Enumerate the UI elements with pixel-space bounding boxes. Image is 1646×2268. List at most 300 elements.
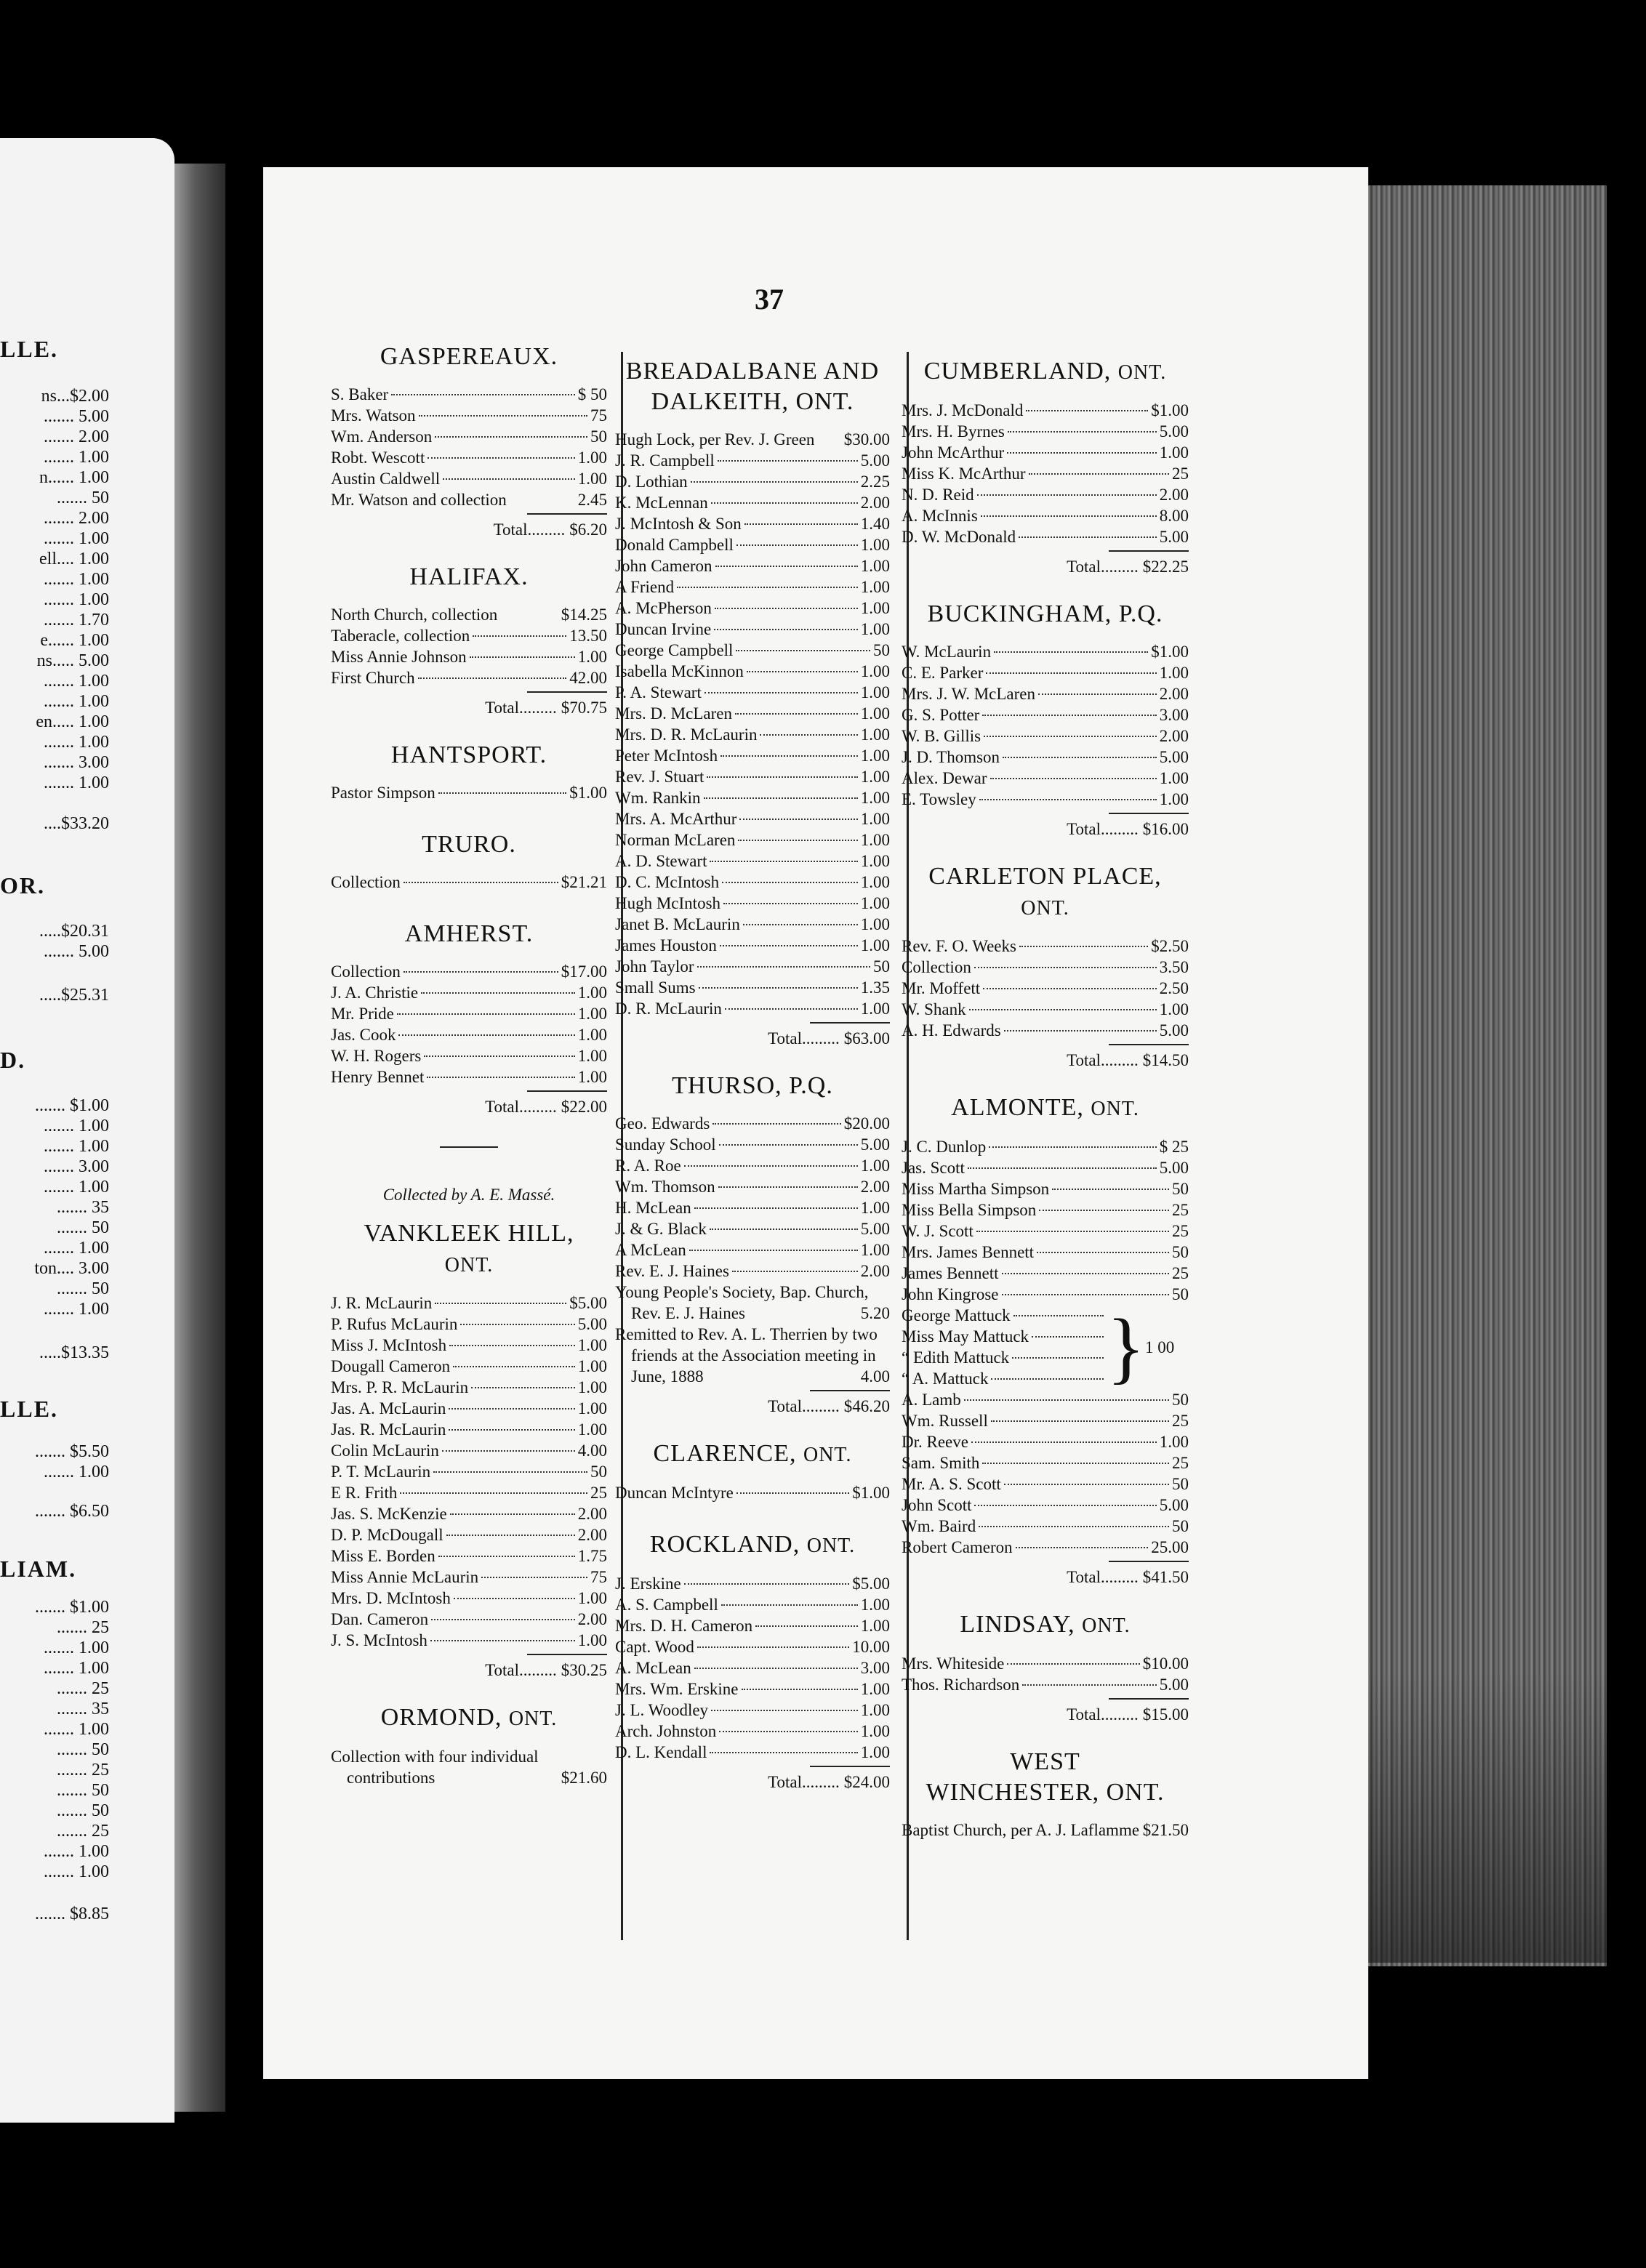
donor-name: Miss E. Borden xyxy=(331,1547,435,1565)
leader-dots xyxy=(979,1526,1169,1527)
donation-amount: 1.00 xyxy=(860,768,890,786)
leader-dots xyxy=(711,1710,858,1711)
list-item xyxy=(331,646,607,667)
donation-amount: 1.00 xyxy=(577,470,607,488)
donation-amount: 42.00 xyxy=(569,669,607,687)
section xyxy=(902,356,1189,577)
fragment-line: ....... 50 xyxy=(57,488,109,507)
fragment-line: ....... 25 xyxy=(57,1618,109,1637)
heading-text: HALIFAX. xyxy=(409,563,529,590)
list-item xyxy=(902,1389,1189,1410)
donor-name: N. D. Reid xyxy=(902,486,974,504)
section xyxy=(615,1529,890,1793)
donation-amount: 25 xyxy=(1172,1412,1189,1430)
leader-dots xyxy=(710,1228,858,1230)
donor-name: Thos. Richardson xyxy=(902,1676,1020,1694)
donor-name: Mrs. J. W. McLaren xyxy=(902,685,1035,703)
list-item xyxy=(331,1746,607,1788)
list-item xyxy=(331,1630,607,1651)
donation-amount: 1.00 xyxy=(577,984,607,1002)
leader-dots xyxy=(974,1505,1156,1506)
total-label: Total......... xyxy=(768,1397,840,1415)
leader-dots xyxy=(969,1009,1157,1010)
list-item xyxy=(331,1377,607,1398)
section-heading xyxy=(331,740,607,771)
donation-amount: 25 xyxy=(590,1484,607,1502)
fragment-line: ....... 25 xyxy=(57,1679,109,1698)
donation-amount: 1.00 xyxy=(860,831,890,849)
donor-name: Geo. Edwards xyxy=(615,1114,710,1133)
donor-name: Young People's Society, Bap. Church, Rev. E. J. Haines xyxy=(615,1283,869,1322)
donor-name: Mr. A. S. Scott xyxy=(902,1475,1001,1493)
section-heading xyxy=(902,599,1189,630)
donor-name: Mrs. D. R. McLaurin xyxy=(615,725,758,744)
donor-name: J. S. McIntosh xyxy=(331,1631,427,1649)
leader-dots xyxy=(1032,1336,1104,1338)
donor-name: D. C. McIntosh xyxy=(615,873,720,891)
donor-name: “ Edith Mattuck xyxy=(902,1348,1010,1367)
fragment-line: ell.... 1.00 xyxy=(39,550,109,568)
section-heading xyxy=(331,342,607,372)
donation-amount: 1.00 xyxy=(577,1026,607,1044)
donor-name: Mrs. P. R. McLaurin xyxy=(331,1378,469,1396)
grouped-entry xyxy=(902,1305,1189,1389)
donor-name: Collection with four individual contributions xyxy=(331,1748,539,1787)
heading-text: LINDSAY, xyxy=(960,1611,1075,1638)
total-amount: $6.20 xyxy=(569,520,607,539)
donor-name: George Mattuck xyxy=(902,1306,1011,1324)
list-item xyxy=(902,1263,1189,1284)
fragment-line: ....... 50 xyxy=(57,1218,109,1237)
donor-name: Collection xyxy=(331,962,401,981)
donation-amount: 1.00 xyxy=(860,1157,890,1175)
donation-amount: $ 50 xyxy=(577,385,607,403)
list-item xyxy=(615,872,890,893)
fragment-line: ....... 2.00 xyxy=(44,427,109,446)
donation-amount: $20.00 xyxy=(843,1114,890,1133)
donation-amount: 75 xyxy=(590,1568,607,1586)
donor-name: Wm. Thomson xyxy=(615,1178,715,1196)
fragment-line: en..... 1.00 xyxy=(36,712,109,731)
section xyxy=(902,1093,1189,1588)
fragment-line: ....... 1.00 xyxy=(44,1842,109,1861)
total-rule xyxy=(810,1022,890,1024)
leader-dots xyxy=(397,1013,575,1015)
donation-amount: 5.20 xyxy=(860,1304,890,1322)
leader-dots xyxy=(481,1577,587,1578)
donor-name: J. D. Thomson xyxy=(902,748,1000,766)
gutter-shadow xyxy=(174,164,225,2112)
donor-name: Duncan Irvine xyxy=(615,620,712,638)
list-item xyxy=(902,484,1189,505)
leader-dots xyxy=(984,736,1157,737)
leader-dots xyxy=(471,1387,575,1388)
total-label: Total......... xyxy=(768,1773,840,1791)
donor-name: A. McLean xyxy=(615,1659,691,1677)
list-item xyxy=(902,641,1189,662)
section-total xyxy=(615,1396,890,1417)
donor-name: Hugh McIntosh xyxy=(615,894,721,912)
list-item xyxy=(902,1452,1189,1473)
list-item xyxy=(615,914,890,935)
section xyxy=(902,599,1189,840)
fragment-line: .....$20.31 xyxy=(39,922,109,941)
section xyxy=(331,342,607,540)
donation-amount: 50 xyxy=(1172,1243,1189,1261)
leader-dots xyxy=(1002,1294,1169,1295)
list-item xyxy=(615,893,890,914)
list-item xyxy=(902,1178,1189,1199)
donor-name: Mrs. J. McDonald xyxy=(902,401,1024,419)
donor-name: Jas. R. McLaurin xyxy=(331,1420,446,1439)
donation-amount: 1.00 xyxy=(860,789,890,807)
total-rule xyxy=(1109,550,1189,552)
list-item xyxy=(615,640,890,661)
list-item xyxy=(902,1819,1189,1841)
donation-amount: 75 xyxy=(590,406,607,425)
donation-amount: 5.00 xyxy=(860,451,890,470)
list-item xyxy=(331,961,607,982)
list-item xyxy=(615,1573,890,1594)
donation-amount: 1.00 xyxy=(860,1701,890,1719)
fragment-line: ....... 50 xyxy=(57,1801,109,1820)
total-amount: $30.25 xyxy=(561,1661,607,1679)
list-item xyxy=(615,619,890,640)
total-amount: $22.25 xyxy=(1142,558,1189,576)
donation-amount: 1.00 xyxy=(860,683,890,701)
leader-dots xyxy=(744,523,858,525)
fragment-line: ....... $8.85 xyxy=(35,1905,109,1923)
leader-dots xyxy=(736,1492,849,1494)
fragment-line: ....... 1.00 xyxy=(44,1239,109,1258)
list-item xyxy=(331,1440,607,1461)
donation-amount: 2.50 xyxy=(1159,979,1189,997)
list-item xyxy=(615,492,890,513)
fragment-line: ....... $5.50 xyxy=(35,1442,109,1461)
leader-dots xyxy=(404,971,558,973)
donor-name: John Taylor xyxy=(615,957,694,976)
leader-dots xyxy=(707,776,857,778)
fragment-heading: LLE. xyxy=(0,336,59,362)
leader-dots xyxy=(964,1399,1169,1401)
donor-name: W. J. Scott xyxy=(902,1222,973,1240)
donor-name: Remitted to Rev. A. L. Therrien by two friends at the Association meeting in June, 1888 xyxy=(615,1325,878,1386)
donor-name: K. McLennan xyxy=(615,494,708,512)
donor-name: Baptist Church, per A. J. Laflamme xyxy=(902,1821,1140,1839)
donation-amount: 50 xyxy=(873,957,890,976)
donor-name: John McArthur xyxy=(902,443,1005,462)
donor-name: H. McLean xyxy=(615,1199,691,1217)
fragment-line: ....... 1.00 xyxy=(44,733,109,752)
donation-amount: 1.00 xyxy=(577,1357,607,1375)
donor-name: Mrs. H. Byrnes xyxy=(902,422,1005,441)
section-heading xyxy=(902,861,1189,924)
leader-dots xyxy=(722,882,858,883)
total-label: Total......... xyxy=(1067,558,1139,576)
donor-name: Jas. A. McLaurin xyxy=(331,1399,446,1418)
donor-name: Mrs. D. McLaren xyxy=(615,704,732,723)
donation-amount: 1.75 xyxy=(577,1547,607,1565)
donor-name: A Friend xyxy=(615,578,675,596)
donation-amount: 5.00 xyxy=(1159,1159,1189,1177)
donor-name: A McLean xyxy=(615,1241,686,1259)
fragment-line: ns..... 5.00 xyxy=(36,651,109,670)
section-total xyxy=(615,1772,890,1793)
section-total xyxy=(902,819,1189,840)
donation-amount: $21.50 xyxy=(1142,1821,1189,1839)
heading-text: CUMBERLAND, xyxy=(923,358,1112,385)
leader-dots xyxy=(1004,1030,1157,1032)
donation-amount: 50 xyxy=(1172,1391,1189,1409)
leader-dots xyxy=(400,1492,587,1494)
list-item xyxy=(331,447,607,468)
section-heading xyxy=(615,1529,890,1561)
page-edge-shade xyxy=(1367,1672,1607,1963)
donation-amount: 3.00 xyxy=(1159,706,1189,724)
donor-name: Miss Bella Simpson xyxy=(902,1201,1037,1219)
donor-name: Mrs. D. McIntosh xyxy=(331,1589,451,1607)
donor-name: Mrs. A. McArthur xyxy=(615,810,737,828)
leader-dots xyxy=(704,797,858,799)
leader-dots xyxy=(982,1463,1169,1464)
fragment-line: e...... 1.00 xyxy=(40,631,109,650)
leader-dots xyxy=(421,992,575,994)
leader-dots xyxy=(697,1646,849,1648)
donor-name: Wm. Rankin xyxy=(615,789,701,807)
page-number: 37 xyxy=(755,283,784,315)
donor-name: S. Baker xyxy=(331,385,389,403)
leader-dots xyxy=(718,1186,858,1188)
donation-amount: 2.00 xyxy=(577,1526,607,1544)
donor-name: Wm. Russell xyxy=(902,1412,988,1430)
donation-amount: 1.00 xyxy=(860,1596,890,1614)
leader-dots xyxy=(743,924,858,925)
list-item xyxy=(902,978,1189,999)
total-amount: $15.00 xyxy=(1142,1705,1189,1724)
leader-dots xyxy=(1003,757,1157,758)
leader-dots xyxy=(971,1441,1157,1443)
list-item xyxy=(615,1678,890,1700)
list-item xyxy=(902,1136,1189,1157)
fragment-line: ....... 3.00 xyxy=(44,753,109,772)
list-item xyxy=(331,1482,607,1503)
leader-dots xyxy=(736,544,858,546)
list-item xyxy=(902,526,1189,547)
leader-dots xyxy=(449,1429,574,1431)
donation-amount: 1.00 xyxy=(577,1420,607,1439)
section-heading xyxy=(331,1702,607,1734)
leader-dots xyxy=(1052,1189,1169,1190)
leader-dots xyxy=(712,1123,840,1125)
donation-amount: 1.00 xyxy=(577,1068,607,1086)
total-label: Total......... xyxy=(485,1098,557,1116)
donor-name: Hugh Lock, per Rev. J. Green xyxy=(615,430,815,449)
list-item xyxy=(902,683,1189,704)
donation-amount: 1.00 xyxy=(577,1399,607,1418)
fragment-line: ....... $1.00 xyxy=(35,1096,109,1115)
donor-name: Mrs. James Bennett xyxy=(902,1243,1035,1261)
list-item xyxy=(331,1609,607,1630)
list-item xyxy=(615,576,890,598)
leader-dots xyxy=(991,1420,1169,1422)
list-item xyxy=(615,745,890,766)
fragment-line: .....$13.35 xyxy=(39,1343,109,1362)
list-item xyxy=(902,1305,1107,1326)
donation-amount: 1.00 xyxy=(577,1336,607,1354)
heading-text: HANTSPORT. xyxy=(390,741,547,768)
donation-amount: $ 25 xyxy=(1159,1138,1189,1156)
heading-line-2: DALKEITH, ONT. xyxy=(651,388,854,415)
leader-dots xyxy=(982,715,1156,716)
donation-amount: 1.00 xyxy=(860,536,890,554)
donor-name: J. & G. Black xyxy=(615,1220,707,1238)
leader-dots xyxy=(990,778,1157,779)
donation-amount: 1.00 xyxy=(860,578,890,596)
donation-amount: 1.00 xyxy=(860,1722,890,1740)
leader-dots xyxy=(718,460,858,462)
leader-dots xyxy=(1037,1252,1169,1253)
fragment-heading: OR. xyxy=(0,872,45,898)
fragment-line: ....... 1.00 xyxy=(44,1720,109,1739)
donation-amount: 25 xyxy=(1172,1222,1189,1240)
donor-name: E. Towsley xyxy=(902,790,976,808)
leader-dots xyxy=(1013,1315,1104,1316)
list-item xyxy=(902,400,1189,421)
donation-amount: $1.00 xyxy=(1151,401,1189,419)
leader-dots xyxy=(723,903,858,904)
donation-amount: 1.00 xyxy=(860,1241,890,1259)
section-total xyxy=(902,1050,1189,1071)
list-item xyxy=(331,1567,607,1588)
fragment-line: ....... 1.00 xyxy=(44,1463,109,1481)
donor-name: P. T. McLaurin xyxy=(331,1463,431,1481)
leader-dots xyxy=(427,1077,574,1078)
total-rule xyxy=(527,691,607,693)
donation-amount: $1.00 xyxy=(852,1484,890,1502)
list-item xyxy=(902,1537,1189,1558)
donation-amount: 1.00 xyxy=(860,810,890,828)
leader-dots xyxy=(1022,1684,1156,1686)
donation-amount: 5.00 xyxy=(1159,748,1189,766)
list-item xyxy=(902,999,1189,1020)
section-total xyxy=(902,1704,1189,1725)
leader-dots xyxy=(736,650,870,651)
donor-name: Dr. Reeve xyxy=(902,1433,968,1451)
donor-name: W. McLaurin xyxy=(902,643,992,661)
leader-dots xyxy=(755,1625,858,1627)
donor-name: James Houston xyxy=(615,936,717,954)
donation-amount: 1.00 xyxy=(860,1199,890,1217)
leader-dots xyxy=(684,1165,858,1167)
column-1 xyxy=(331,334,607,1807)
leader-dots xyxy=(720,755,858,757)
total-label: Total......... xyxy=(493,520,566,539)
heading-text: ALMONTE, xyxy=(951,1094,1084,1121)
leader-dots xyxy=(983,988,1157,989)
donor-name: Alex. Dewar xyxy=(902,769,987,787)
donation-amount: $1.00 xyxy=(1151,643,1189,661)
donation-amount: 1.00 xyxy=(1159,1433,1189,1451)
list-item xyxy=(615,766,890,787)
list-item xyxy=(902,1473,1189,1495)
leader-dots xyxy=(989,1146,1156,1148)
donor-name: J. R. Campbell xyxy=(615,451,715,470)
leader-dots xyxy=(684,1583,850,1585)
section-heading xyxy=(902,1609,1189,1641)
donor-name: North Church, collection xyxy=(331,606,498,624)
column-3 xyxy=(902,349,1189,1859)
fragment-line: ....... 3.00 xyxy=(44,1157,109,1176)
total-label: Total......... xyxy=(768,1029,840,1047)
donation-amount: 25.00 xyxy=(1151,1538,1189,1556)
leader-dots xyxy=(677,587,858,588)
donor-name: G. S. Potter xyxy=(902,706,980,724)
donor-name: Wm. Anderson xyxy=(331,427,433,446)
total-rule xyxy=(810,1766,890,1767)
leader-dots xyxy=(719,1731,857,1732)
donation-amount: 1.00 xyxy=(1159,1000,1189,1018)
list-item xyxy=(902,1242,1189,1263)
donor-name: Miss Annie McLaurin xyxy=(331,1568,479,1586)
leader-dots xyxy=(977,494,1157,496)
leader-dots xyxy=(1007,452,1157,454)
list-item xyxy=(615,450,890,471)
donation-amount: 2.45 xyxy=(577,491,607,509)
donation-amount: 5.00 xyxy=(1159,1676,1189,1694)
donation-amount: $5.00 xyxy=(569,1294,607,1312)
leader-dots xyxy=(442,1450,575,1452)
leader-dots xyxy=(735,713,858,715)
fragment-line: ....... 1.00 xyxy=(44,692,109,711)
section-separator xyxy=(440,1146,498,1148)
donation-amount: 1.00 xyxy=(577,1005,607,1023)
donor-name: Pastor Simpson xyxy=(331,784,435,802)
leader-dots xyxy=(446,1535,575,1536)
total-rule xyxy=(527,1654,607,1655)
list-item xyxy=(902,789,1189,810)
leader-dots xyxy=(1019,946,1148,947)
donation-amount: 1.00 xyxy=(860,852,890,870)
donor-name: Miss Martha Simpson xyxy=(902,1180,1050,1198)
section xyxy=(902,861,1189,1071)
section-total xyxy=(331,697,607,718)
list-item xyxy=(615,1324,890,1387)
heading-province: ONT. xyxy=(508,1708,558,1730)
leader-dots xyxy=(720,945,858,946)
fragment-line: ton.... 3.00 xyxy=(34,1259,109,1278)
section-heading xyxy=(615,356,890,417)
list-item xyxy=(615,429,890,450)
fragment-line: ....... 1.00 xyxy=(44,1137,109,1156)
leader-dots xyxy=(715,608,858,609)
donor-name: D. L. Kendall xyxy=(615,1743,707,1761)
donation-amount: 50 xyxy=(1172,1475,1189,1493)
leader-dots xyxy=(1007,1663,1139,1665)
list-item xyxy=(615,1721,890,1742)
total-rule xyxy=(1109,1698,1189,1700)
leader-dots xyxy=(435,436,587,438)
fragment-line: ....... 50 xyxy=(57,1279,109,1298)
donor-name: Sam. Smith xyxy=(902,1454,980,1472)
list-item xyxy=(615,850,890,872)
donor-name: Mrs. Watson xyxy=(331,406,416,425)
donation-amount: 50 xyxy=(590,427,607,446)
list-item xyxy=(331,982,607,1003)
fragment-line: ....... 50 xyxy=(57,1740,109,1759)
list-item xyxy=(615,1657,890,1678)
fragment-line: ....... 25 xyxy=(57,1761,109,1780)
section-spacer xyxy=(331,893,607,912)
